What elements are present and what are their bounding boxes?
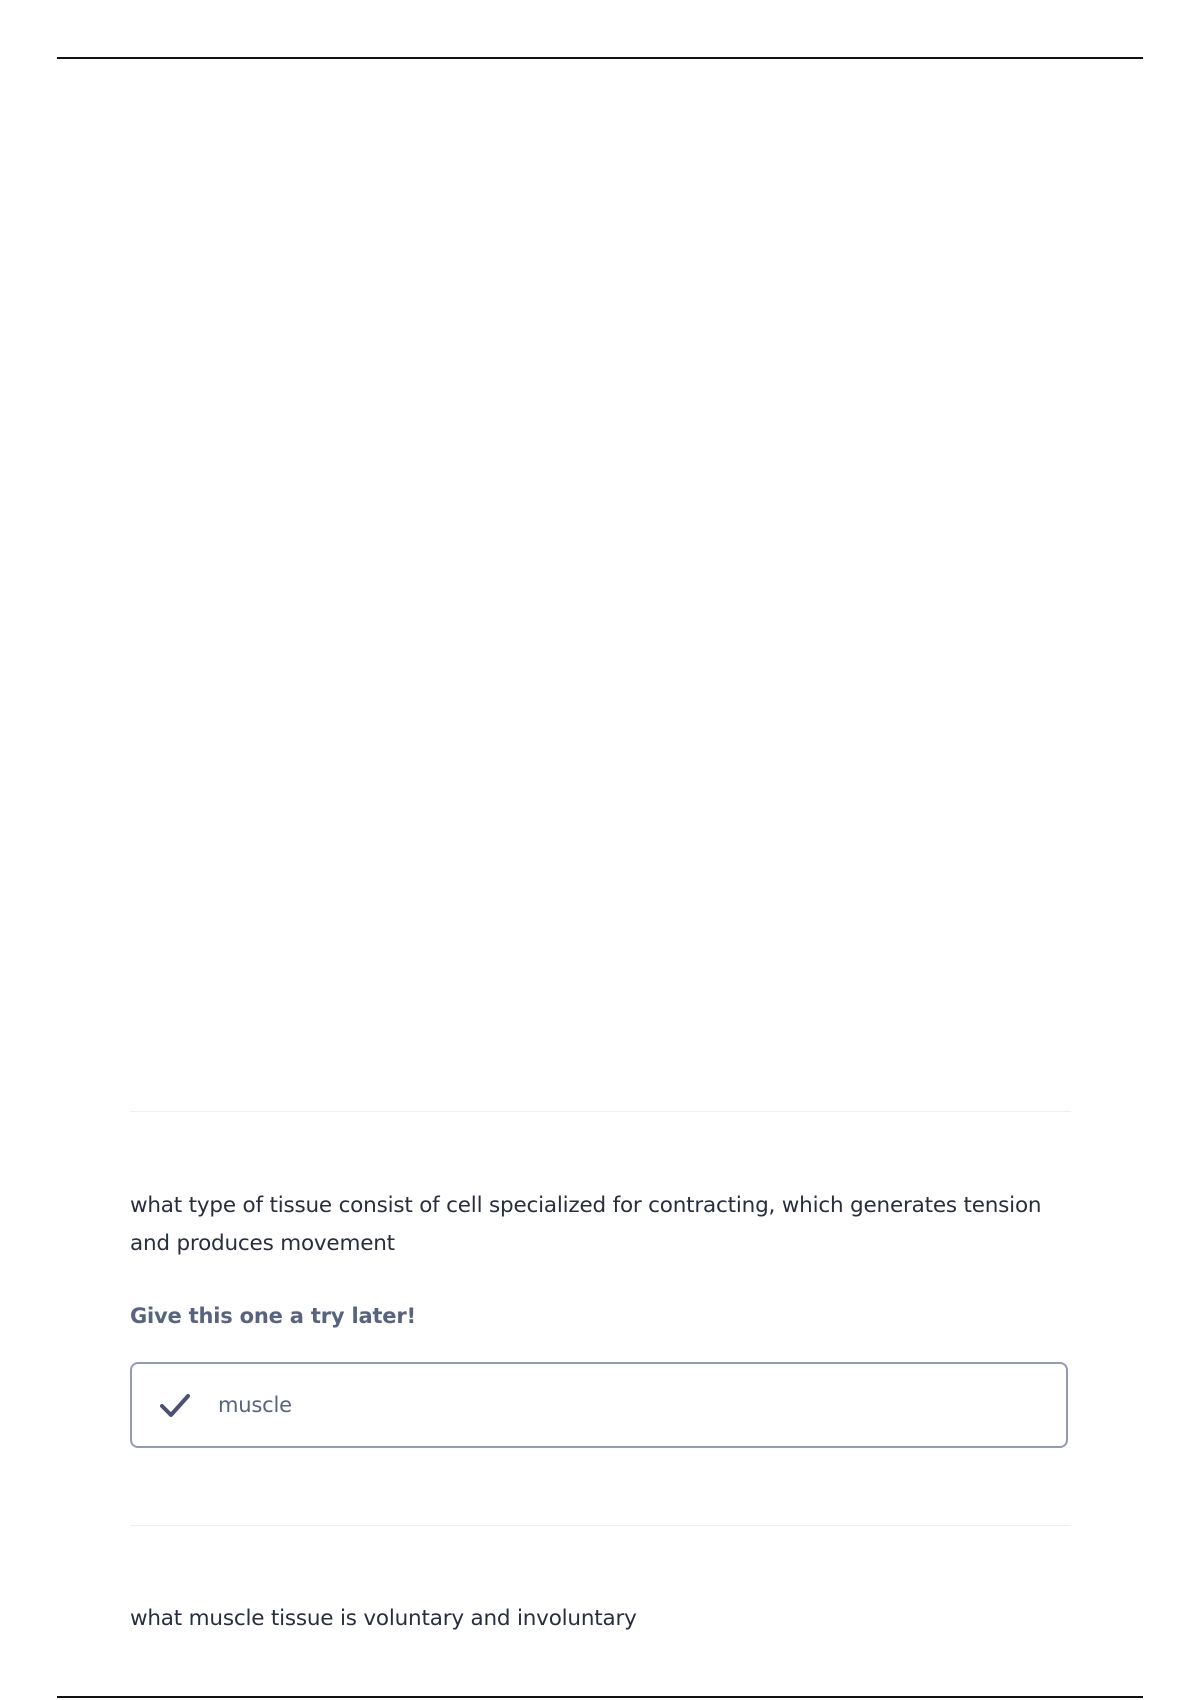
- card-divider: [130, 1111, 1071, 1112]
- page-top-rule: [57, 57, 1143, 59]
- answer-option[interactable]: [130, 1362, 1068, 1448]
- question-text: what muscle tissue is voluntary and involuntary: [130, 1606, 637, 1631]
- answer-text: muscle: [218, 1393, 292, 1417]
- page-bottom-rule: [57, 1696, 1143, 1698]
- try-later-hint: Give this one a try later!: [130, 1304, 416, 1328]
- question-text: what type of tissue consist of cell specialized for contracting, which generates tension and produces movement: [130, 1193, 1042, 1256]
- check-icon: [159, 1392, 191, 1420]
- card-divider: [130, 1525, 1071, 1526]
